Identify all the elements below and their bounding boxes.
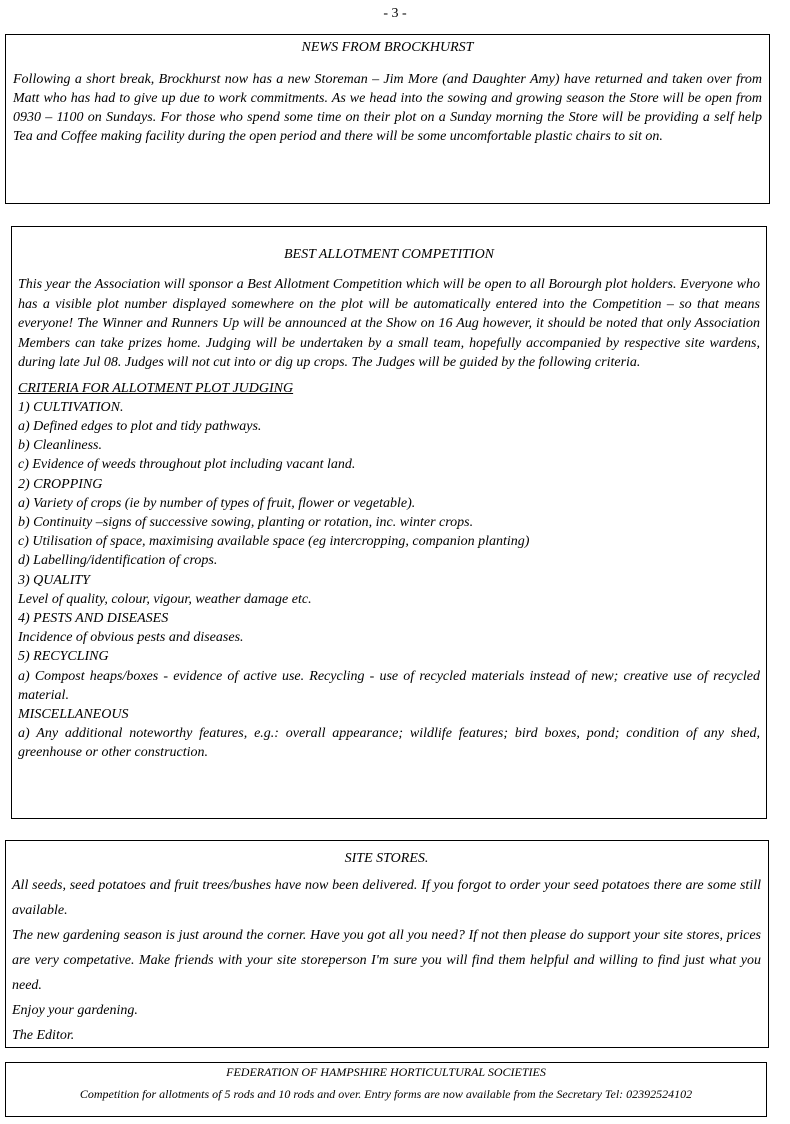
criteria-list xyxy=(18,379,760,763)
federation-title: FEDERATION OF HAMPSHIRE HORTICULTURAL SOCIETIES xyxy=(226,1065,546,1079)
criteria-line: 5) RECYCLING xyxy=(18,649,109,665)
criteria-line: 3) QUALITY xyxy=(18,572,90,588)
competition-body: This year the Association will sponsor a Best Allotment Competition which will be open to all Borourgh plot holders. Everyone who has a visible plot number displayed somewhere on the plot will be automatically entered into the Competition – so that means everyone! The Winner and Runners Up will be announced at the Show on 16 Aug however, it should be noted that only Association Members can take prizes home. Judging will be undertaken by a small team, hopefully accompanied by respective site wardens, during late Jul 08. Judges will not cut into or dig up crops. The Judges will be guided by the following criteria. xyxy=(18,277,760,370)
criteria-line: 2) CROPPING xyxy=(18,476,103,492)
criteria-line: 4) PESTS AND DISEASES xyxy=(18,610,169,626)
criteria-line: d) Labelling/identification of crops. xyxy=(18,553,218,569)
criteria-line: a) Compost heaps/boxes - evidence of active use. Recycling - use of recycled materials instead of new; creative use of recycled material. xyxy=(18,668,760,703)
site-stores-paragraph: The new gardening season is just around the corner. Have you got all you need? If not then please do support your site stores, prices are very competative. Make friends with your site storeperson I'm sure you will find them helpful and willing to find just what you need. xyxy=(12,928,761,993)
criteria-line: c) Utilisation of space, maximising available space (eg intercropping, companion planting) xyxy=(18,534,530,550)
competition-section xyxy=(11,226,767,819)
site-stores-paragraph: All seeds, seed potatoes and fruit trees/bushes have now been delivered. If you forgot to order your seed potatoes there are some still available. xyxy=(12,878,761,918)
criteria-line: b) Cleanliness. xyxy=(18,438,102,454)
federation-section xyxy=(5,1062,767,1117)
competition-title: BEST ALLOTMENT COMPETITION xyxy=(283,247,495,262)
news-section xyxy=(5,34,770,204)
criteria-line: MISCELLANEOUS xyxy=(18,706,129,722)
criteria-heading: CRITERIA FOR ALLOTMENT PLOT JUDGING xyxy=(18,380,294,396)
federation-body: Competition for allotments of 5 rods and 10 rods and over. Entry forms are now available from the Secretary Tel: 02392524102 xyxy=(79,1087,693,1101)
news-body: Following a short break, Brockhurst now has a new Storeman – Jim More (and Daughter Amy) have returned and taken over from Matt who has had to give up due to work commitments. As we head into the sowing and growing season the Store will be open from 0930 – 1100 on Sundays. For those who spend some time on their plot on a Sunday morning the Store will be providing a self help Tea and Coffee making facility during the open period and there will be some uncomfortable plastic chairs to sit on. xyxy=(13,72,762,144)
site-stores-paragraph: The Editor. xyxy=(12,1028,75,1043)
criteria-line: c) Evidence of weeds throughout plot including vacant land. xyxy=(18,457,356,473)
criteria-line: 1) CULTIVATION. xyxy=(18,399,124,415)
criteria-line: b) Continuity –signs of successive sowing, planting or rotation, inc. winter crops. xyxy=(18,514,474,530)
criteria-line: Incidence of obvious pests and diseases. xyxy=(18,630,244,646)
criteria-line: a) Variety of crops (ie by number of types of fruit, flower or vegetable). xyxy=(18,495,416,511)
site-stores-paragraph: Enjoy your gardening. xyxy=(12,1003,138,1018)
page-number: - 3 - xyxy=(383,6,407,21)
site-stores-section xyxy=(5,840,769,1048)
criteria-line: a) Any additional noteworthy features, e.g.: overall appearance; wildlife features; bird boxes, pond; condition of any shed, greenhouse or other construction. xyxy=(18,726,760,761)
criteria-line: a) Defined edges to plot and tidy pathways. xyxy=(18,418,262,434)
news-title: NEWS FROM BROCKHURST xyxy=(301,40,474,55)
site-stores-title: SITE STORES. xyxy=(344,851,429,866)
criteria-line: Level of quality, colour, vigour, weather damage etc. xyxy=(18,591,312,607)
